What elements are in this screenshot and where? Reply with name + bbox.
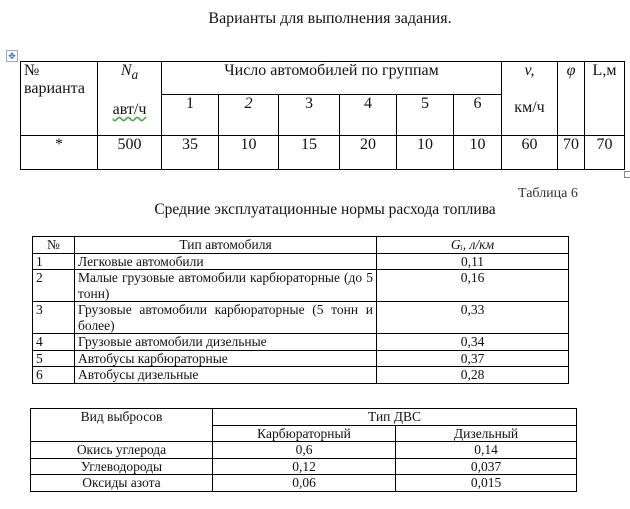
cell-g5: 10 <box>397 136 454 170</box>
group-4: 4 <box>340 95 397 136</box>
table-row <box>31 475 577 492</box>
cell-type: Малые грузовые автомобили карбюраторные (до 5 тонн) <box>75 270 377 302</box>
cell-num: 4 <box>33 334 75 351</box>
header-kind: Вид выбросов <box>31 409 213 442</box>
cell-g3: 15 <box>279 136 340 170</box>
cell-gi: 0,37 <box>377 350 569 367</box>
cell-gi: 0,34 <box>377 334 569 351</box>
cell-carb: 0,06 <box>213 475 396 492</box>
cell-gi: 0,28 <box>377 367 569 384</box>
cell-kind: Углеводороды <box>31 458 213 475</box>
header-groups: Число автомобилей по группам <box>162 62 502 95</box>
header-length: L,м <box>585 62 625 136</box>
cell-gi: 0,16 <box>377 270 569 302</box>
cell-num: 1 <box>33 253 75 270</box>
header-variant: № варианта <box>21 62 98 136</box>
emissions-table <box>30 408 577 492</box>
fuel-norms-table <box>32 236 569 384</box>
table-row <box>33 270 569 302</box>
table-move-handle-icon[interactable]: ✥ <box>6 50 18 62</box>
header-gi: Gᵢ, л/км <box>377 237 569 254</box>
header-type: Тип автомобиля <box>75 237 377 254</box>
cell-type: Грузовые автомобили карбюраторные (5 тонн и более) <box>75 302 377 334</box>
cell-gi: 0,11 <box>377 253 569 270</box>
cell-kind: Окись углерода <box>31 442 213 459</box>
cell-variant: * <box>21 136 98 170</box>
table-row <box>33 253 569 270</box>
group-5: 5 <box>397 95 454 136</box>
cell-speed: 60 <box>502 136 558 170</box>
cell-g1: 35 <box>162 136 219 170</box>
table-row <box>33 367 569 384</box>
cell-diesel: 0,037 <box>396 458 577 475</box>
cell-num: 3 <box>33 302 75 334</box>
cell-carb: 0,12 <box>213 458 396 475</box>
table-row <box>33 334 569 351</box>
header-carb: Карбюраторный <box>213 425 396 442</box>
cell-num: 6 <box>33 367 75 384</box>
cell-g4: 20 <box>340 136 397 170</box>
cell-diesel: 0,14 <box>396 442 577 459</box>
table2-title: Средние эксплуатационные нормы расхода топлива <box>154 201 496 218</box>
cell-kind: Оксиды азота <box>31 475 213 492</box>
cell-type: Грузовые автомобили дизельные <box>75 334 377 351</box>
cell-num: 5 <box>33 350 75 367</box>
cell-type: Легковые автомобили <box>75 253 377 270</box>
cell-gi: 0,33 <box>377 302 569 334</box>
group-6: 6 <box>454 95 502 136</box>
cut-caption-wrap <box>0 0 630 199</box>
cell-length: 70 <box>585 136 625 170</box>
table-row <box>31 458 577 475</box>
cell-type: Автобусы дизельные <box>75 367 377 384</box>
cell-carb: 0,6 <box>213 442 396 459</box>
table-caption-cut: Таблица 6 <box>518 186 578 199</box>
header-speed: v, км/ч <box>502 62 558 136</box>
cell-type: Автобусы карбюраторные <box>75 350 377 367</box>
page-title: Варианты для выполнения задания. <box>208 10 452 27</box>
cell-g2: 10 <box>219 136 279 170</box>
table-row <box>31 442 577 459</box>
cell-diesel: 0,015 <box>396 475 577 492</box>
cell-num: 2 <box>33 270 75 302</box>
cell-na: 500 <box>98 136 162 170</box>
header-engine-type: Тип ДВС <box>213 409 577 426</box>
cell-g6: 10 <box>454 136 502 170</box>
table-row <box>33 350 569 367</box>
group-2: 2 <box>219 95 279 136</box>
header-diesel: Дизельный <box>396 425 577 442</box>
group-1: 1 <box>162 95 219 136</box>
header-phi: φ <box>558 62 585 136</box>
table-row <box>33 302 569 334</box>
header-num: № <box>33 237 75 254</box>
group-3: 3 <box>279 95 340 136</box>
cell-phi: 70 <box>558 136 585 170</box>
header-na: $N_a$ авт/ч <box>98 62 162 136</box>
